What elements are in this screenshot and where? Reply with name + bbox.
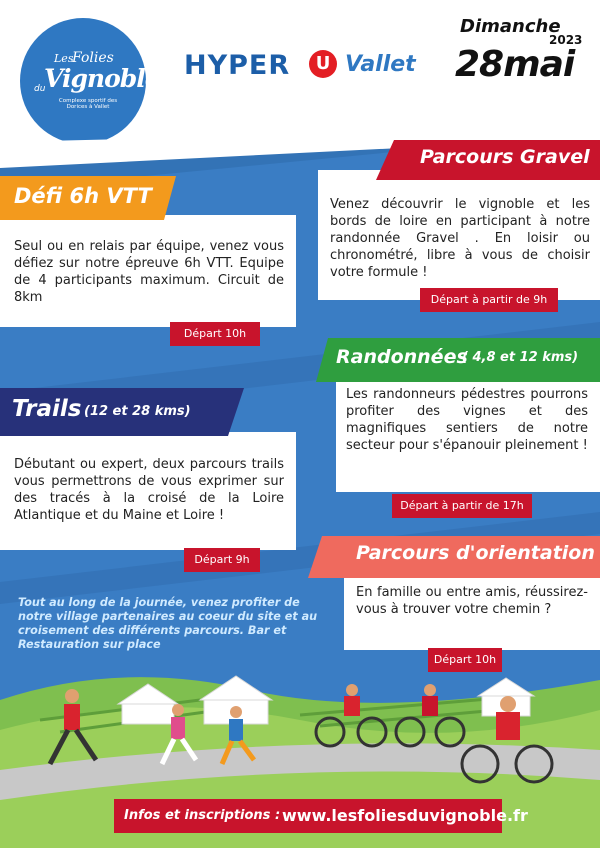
sponsor-vallet: Vallet <box>345 52 416 77</box>
sponsor-u-badge: U <box>309 50 337 78</box>
date-day: Dimanche <box>460 16 561 37</box>
randonnees-text: Les randonneurs pédestres pourrons profiter des vignes et des magnifiques sentiers de notre secteur pour s'épanouir pleinement ! <box>346 387 588 453</box>
date-main: 28mai <box>455 44 575 85</box>
website-link[interactable]: www.lesfoliesduvignoble.fr <box>282 806 528 825</box>
sponsor-hyper: HYPER <box>184 50 291 81</box>
defi-title: Défi 6h VTT <box>14 184 152 208</box>
defi-depart-tag: Départ 10h <box>170 322 260 346</box>
randonnees-title: Randonnées <box>336 346 468 368</box>
randonnees-subtitle: ( 4,8 et 12 kms) <box>462 350 579 365</box>
gravel-title: Parcours Gravel <box>420 146 590 168</box>
village-text: Tout au long de la journée, venez profiter de notre village partenaires au coeur du site et au croisement des différents parcours. Bar et Restauration sur place <box>18 596 318 651</box>
orientation-depart-tag: Départ 10h <box>428 648 502 672</box>
orientation-title: Parcours d'orientation <box>356 542 595 564</box>
orientation-text: En famille ou entre amis, réussirez-vous à trouver votre chemin ? <box>356 585 588 617</box>
trails-text: Débutant ou expert, deux parcours trails vous permettrons de vous exprimer sur des tracés à la croisé de la Loire Atlantique et du Maine et Loire ! <box>14 457 284 523</box>
defi-text: Seul ou en relais par équipe, venez vous défiez sur notre épreuve 6h VTT. Equipe de 4 participants maximum. Circuit de 8km <box>14 239 284 305</box>
infos-bar <box>114 799 528 833</box>
trails-title: Trails <box>12 396 82 422</box>
trails-subtitle: (12 et 28 kms) <box>84 404 191 419</box>
logo-du: du <box>34 84 46 94</box>
date-year: 2023 <box>549 33 583 47</box>
logo-folies: Folies <box>72 50 114 66</box>
randonnees-depart-tag: Départ à partir de 17h <box>392 494 532 518</box>
folies-logo <box>20 18 160 144</box>
logo-subtitle: Complexe sportif des Dorices à Vallet <box>58 98 118 110</box>
infos-label: Infos et inscriptions : <box>124 808 281 823</box>
logo-les: Les <box>54 52 74 65</box>
logo-vignoble: Vignoble <box>44 64 160 93</box>
header <box>0 0 600 142</box>
trails-depart-tag: Départ 9h <box>184 548 260 572</box>
gravel-depart-tag: Départ à partir de 9h <box>420 288 558 312</box>
gravel-text: Venez découvrir le vignoble et les bords de loire en participant à notre randonnée Gravel . En loisir ou chronométré, libre à vous de choisir votre formule ! <box>330 197 590 280</box>
